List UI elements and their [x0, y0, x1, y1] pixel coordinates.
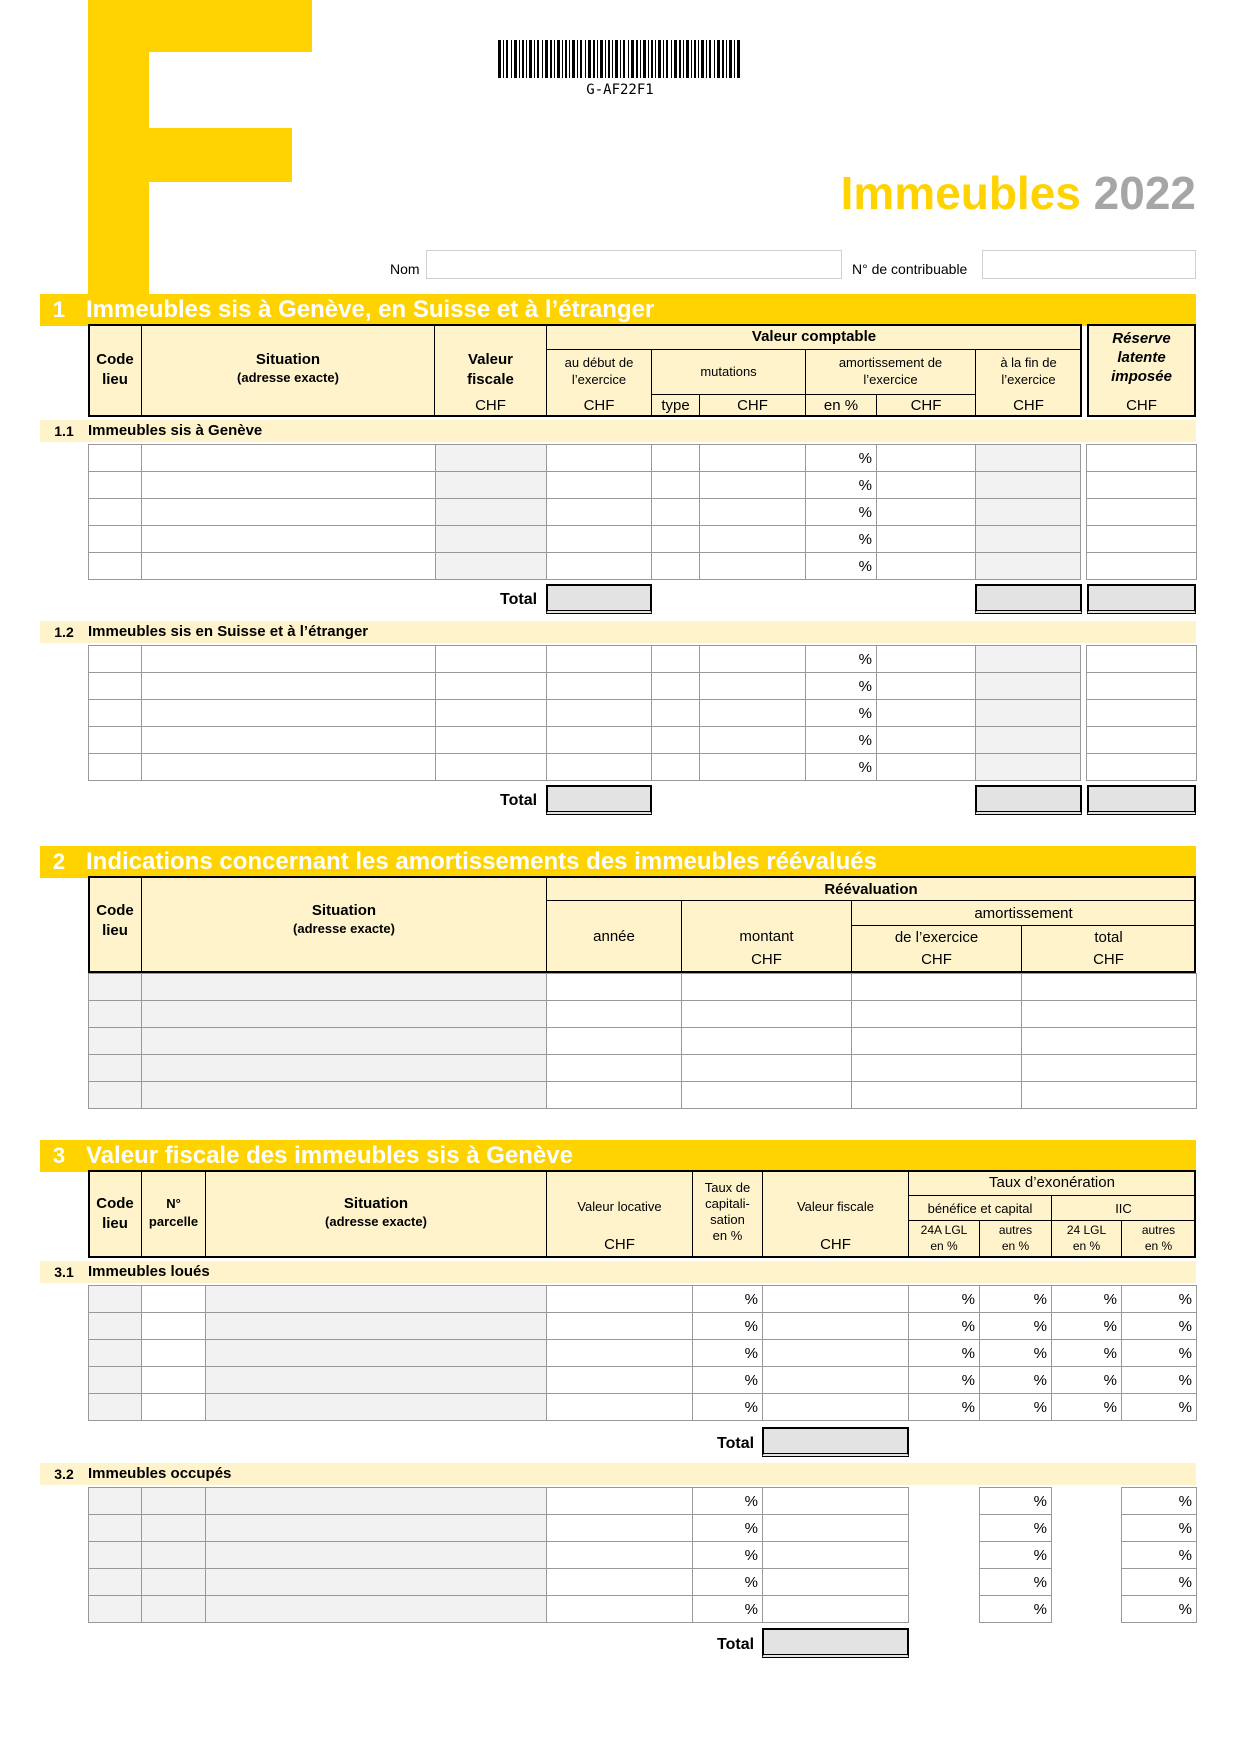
barcode-text: G-AF22F1: [586, 82, 654, 98]
table-row: [89, 472, 1197, 499]
s1-h-code: Code: [96, 351, 134, 368]
percent-cell[interactable]: %: [1052, 1313, 1122, 1340]
table-1-2: [88, 645, 1197, 781]
percent-cell[interactable]: %: [909, 1367, 980, 1394]
page-title: [841, 166, 1196, 220]
total-1-1-valeur-fiscale: [546, 584, 652, 614]
table-row: [89, 553, 1197, 580]
subsection-3-2-title: Immeubles occupés: [88, 1465, 232, 1482]
s2-h-code: Code: [96, 902, 134, 919]
percent-cell[interactable]: %: [693, 1313, 763, 1340]
section-2-title: Indications concernant les amortissements des immeubles réévalués: [86, 848, 877, 875]
s3-h-24-lgl: 24 LGL: [1066, 1223, 1107, 1237]
percent-cell[interactable]: %: [980, 1542, 1052, 1569]
s3-h-autres-1-pct: en %: [1001, 1239, 1030, 1253]
s3-h-valeur-locative: Valeur locative: [577, 1199, 662, 1214]
percent-cell[interactable]: %: [980, 1340, 1052, 1367]
s1-h-chf-mutations: CHF: [737, 397, 768, 414]
percent-cell[interactable]: %: [1122, 1488, 1197, 1515]
table-row: [89, 1569, 1197, 1596]
s3-h-adresse: (adresse exacte): [325, 1214, 427, 1229]
table-row: [89, 646, 1197, 673]
title-text: Immeubles: [840, 167, 1081, 219]
percent-cell[interactable]: %: [693, 1340, 763, 1367]
percent-cell[interactable]: %: [980, 1286, 1052, 1313]
section-1-banner: [40, 294, 1196, 326]
s1-h-imposee: imposée: [1111, 368, 1172, 385]
table-row: [89, 1028, 1197, 1055]
s3-h-taux-3: sation: [710, 1212, 745, 1227]
s1-h-exercice-fin: l’exercice: [1001, 372, 1056, 387]
percent-cell[interactable]: %: [980, 1515, 1052, 1542]
subsection-1-1: [40, 420, 1196, 442]
table-row: [89, 1055, 1197, 1082]
subsection-3-1-title: Immeubles loués: [88, 1263, 210, 1280]
table-row: [89, 1082, 1197, 1109]
s3-h-valeur-fiscale: Valeur fiscale: [796, 1199, 875, 1214]
subsection-1-2-number: 1.2: [54, 624, 74, 640]
total-3-2-valeur-fiscale: [762, 1628, 909, 1658]
percent-cell[interactable]: %: [1052, 1367, 1122, 1394]
s1-h-debut: au début de: [564, 355, 634, 370]
total-3-1-valeur-fiscale: [762, 1427, 909, 1457]
total-1-1-fin-exercice: [975, 584, 1082, 614]
section-1-number: 1: [52, 297, 66, 322]
s1-h-lieu: lieu: [102, 371, 128, 388]
table-row: [89, 445, 1197, 472]
percent-cell[interactable]: %: [909, 1286, 980, 1313]
s3-h-benefice: bénéfice et capital: [927, 1201, 1033, 1216]
s2-h-reevaluation: Réévaluation: [824, 881, 918, 898]
table-row: [89, 1313, 1197, 1340]
s2-h-situation: Situation: [311, 902, 377, 919]
section-3-title: Valeur fiscale des immeubles sis à Genève: [86, 1142, 573, 1169]
s3-h-parcelle: parcelle: [148, 1214, 199, 1229]
s1-h-reserve: Réserve: [1112, 330, 1171, 347]
s2-h-lieu: lieu: [102, 922, 128, 939]
percent-cell[interactable]: %: [693, 1596, 763, 1623]
table-2: [88, 973, 1197, 1109]
s1-h-exercice-amort: l’exercice: [863, 372, 918, 387]
percent-cell[interactable]: %: [693, 1542, 763, 1569]
s3-h-24-pct: en %: [1072, 1239, 1101, 1253]
section-1-title: Immeubles sis à Genève, en Suisse et à l’étranger: [86, 296, 655, 323]
percent-cell[interactable]: %: [806, 553, 877, 580]
total-1-1-reserve: [1087, 584, 1196, 614]
percent-cell[interactable]: %: [980, 1596, 1052, 1623]
s1-h-chf-fiscale: CHF: [475, 397, 506, 414]
percent-cell[interactable]: %: [806, 472, 877, 499]
subsection-3-2: [40, 1463, 1196, 1485]
table-row: [89, 1394, 1197, 1421]
s2-h-adresse: (adresse exacte): [293, 921, 395, 936]
subsection-1-2: [40, 621, 1196, 643]
s1-h-latente: latente: [1117, 349, 1166, 366]
f-letter-mid-bar: [88, 128, 292, 182]
percent-cell[interactable]: %: [1122, 1596, 1197, 1623]
s3-h-chf-fiscale: CHF: [820, 1236, 851, 1253]
contribuable-input[interactable]: [982, 250, 1196, 279]
f-letter-top-bar: [88, 0, 312, 52]
s3-h-autres-2: autres: [1141, 1223, 1176, 1237]
section-2-banner: [40, 846, 1196, 878]
s1-h-amort: amortissement de: [838, 355, 943, 370]
table-row: [89, 526, 1197, 553]
table-row: [89, 974, 1197, 1001]
percent-cell[interactable]: %: [806, 646, 877, 673]
s2-h-chf-exercice: CHF: [921, 951, 952, 968]
table-row: [89, 727, 1197, 754]
s3-h-chf-locative: CHF: [604, 1236, 635, 1253]
subsection-1-1-title: Immeubles sis à Genève: [88, 422, 263, 439]
table-row: [89, 673, 1197, 700]
percent-cell[interactable]: %: [806, 727, 877, 754]
s3-h-no: N°: [166, 1196, 181, 1211]
percent-cell[interactable]: %: [806, 700, 877, 727]
subsection-3-1-number: 3.1: [54, 1264, 74, 1280]
percent-cell[interactable]: %: [1122, 1569, 1197, 1596]
table-row: [89, 1340, 1197, 1367]
percent-cell[interactable]: %: [980, 1367, 1052, 1394]
s3-h-situation: Situation: [343, 1195, 409, 1212]
s2-h-chf-total: CHF: [1093, 951, 1124, 968]
percent-cell[interactable]: %: [806, 673, 877, 700]
percent-cell[interactable]: %: [1122, 1340, 1197, 1367]
section-2-number: 2: [52, 849, 66, 874]
percent-cell[interactable]: %: [1052, 1286, 1122, 1313]
s3-h-autres-1: autres: [998, 1223, 1033, 1237]
s1-h-fiscale: fiscale: [467, 371, 514, 388]
barcode: [498, 40, 742, 78]
s3-h-exoneration: Taux d’exonération: [989, 1174, 1115, 1191]
total-1-2-reserve: [1087, 785, 1196, 815]
s1-h-chf-debut: CHF: [583, 397, 615, 414]
percent-cell[interactable]: %: [693, 1515, 763, 1542]
percent-cell[interactable]: %: [909, 1313, 980, 1340]
percent-cell[interactable]: %: [693, 1569, 763, 1596]
percent-cell[interactable]: %: [980, 1488, 1052, 1515]
s2-h-de-exercice: de l’exercice: [894, 929, 979, 946]
table-row: [89, 700, 1197, 727]
table-row: [89, 1286, 1197, 1313]
percent-cell[interactable]: %: [1122, 1313, 1197, 1340]
s1-h-situation: Situation: [255, 351, 321, 368]
percent-cell[interactable]: %: [1122, 1367, 1197, 1394]
percent-cell[interactable]: %: [980, 1394, 1052, 1421]
table-row: [89, 1488, 1197, 1515]
table-row: [89, 754, 1197, 781]
s3-h-taux-4: en %: [712, 1228, 743, 1243]
percent-cell[interactable]: %: [909, 1394, 980, 1421]
section-3-number: 3: [52, 1143, 66, 1168]
total-1-2-label: Total: [500, 792, 538, 809]
total-1-2-valeur-fiscale: [546, 785, 652, 815]
s1-h-chf-amort: CHF: [910, 397, 942, 414]
percent-cell[interactable]: %: [693, 1394, 763, 1421]
s3-h-24a-pct: en %: [930, 1239, 958, 1253]
percent-cell[interactable]: %: [1052, 1394, 1122, 1421]
s1-h-valeur-comptable: Valeur comptable: [751, 328, 877, 345]
s1-h-en-pct: en %: [823, 397, 859, 414]
subsection-1-1-number: 1.1: [54, 423, 74, 439]
s2-h-annee: année: [593, 928, 635, 945]
percent-cell[interactable]: %: [980, 1569, 1052, 1596]
s3-h-taux-1: Taux de: [704, 1180, 751, 1195]
s2-h-chf-montant: CHF: [751, 951, 782, 968]
s3-h-taux-2: capitali-: [705, 1196, 750, 1211]
s1-h-fin: à la fin de: [1000, 355, 1057, 370]
s3-h-lieu: lieu: [102, 1215, 128, 1232]
total-3-2-label: Total: [717, 1636, 755, 1653]
subsection-3-2-number: 3.2: [54, 1466, 74, 1482]
s2-h-total: total: [1094, 929, 1123, 946]
percent-cell[interactable]: %: [1122, 1515, 1197, 1542]
s3-h-24a-lgl: 24A LGL: [920, 1223, 968, 1237]
s3-h-code: Code: [96, 1195, 134, 1212]
s1-h-exercice: l’exercice: [571, 372, 627, 387]
percent-cell[interactable]: %: [806, 754, 877, 781]
percent-cell[interactable]: %: [806, 526, 877, 553]
total-1-1-label: Total: [500, 591, 538, 608]
table-row: [89, 1367, 1197, 1394]
table-row: [89, 1596, 1197, 1623]
percent-cell[interactable]: %: [1052, 1340, 1122, 1367]
table-row: [89, 1001, 1197, 1028]
subsection-3-1: [40, 1261, 1196, 1283]
table-row: [89, 1515, 1197, 1542]
percent-cell[interactable]: %: [980, 1313, 1052, 1340]
s1-h-adresse: (adresse exacte): [237, 370, 339, 385]
table-row: [89, 1542, 1197, 1569]
total-3-1-label: Total: [717, 1435, 755, 1452]
percent-cell[interactable]: %: [693, 1367, 763, 1394]
subsection-1-2-title: Immeubles sis en Suisse et à l’étranger: [88, 623, 369, 640]
s3-h-iic: IIC: [1115, 1201, 1132, 1216]
percent-cell[interactable]: %: [806, 445, 877, 472]
table-row: [89, 499, 1197, 526]
nom-label: Nom: [390, 261, 420, 277]
percent-cell[interactable]: %: [693, 1488, 763, 1515]
s1-h-valeur: Valeur: [467, 351, 514, 368]
section-3-banner: [40, 1140, 1196, 1172]
percent-cell[interactable]: %: [693, 1286, 763, 1313]
s1-h-chf-reserve: CHF: [1126, 397, 1157, 414]
contribuable-label: N° de contribuable: [852, 261, 968, 277]
s3-h-autres-2-pct: en %: [1144, 1239, 1173, 1253]
percent-cell[interactable]: %: [806, 499, 877, 526]
s1-h-type: type: [661, 397, 690, 414]
table-3-2: [88, 1487, 1197, 1623]
percent-cell[interactable]: %: [1122, 1542, 1197, 1569]
title-year: 2022: [1093, 167, 1196, 219]
s2-h-amortissement: amortissement: [974, 905, 1073, 922]
s1-h-chf-fin: CHF: [1013, 397, 1044, 414]
percent-cell[interactable]: %: [1122, 1394, 1197, 1421]
table-1-1: [88, 444, 1197, 580]
s2-h-montant: montant: [739, 928, 794, 945]
percent-cell[interactable]: %: [1122, 1286, 1197, 1313]
nom-input[interactable]: [426, 250, 842, 279]
s1-h-mutations: mutations: [700, 364, 757, 379]
table-3-1: [88, 1285, 1197, 1421]
total-1-2-fin-exercice: [975, 785, 1082, 815]
percent-cell[interactable]: %: [909, 1340, 980, 1367]
